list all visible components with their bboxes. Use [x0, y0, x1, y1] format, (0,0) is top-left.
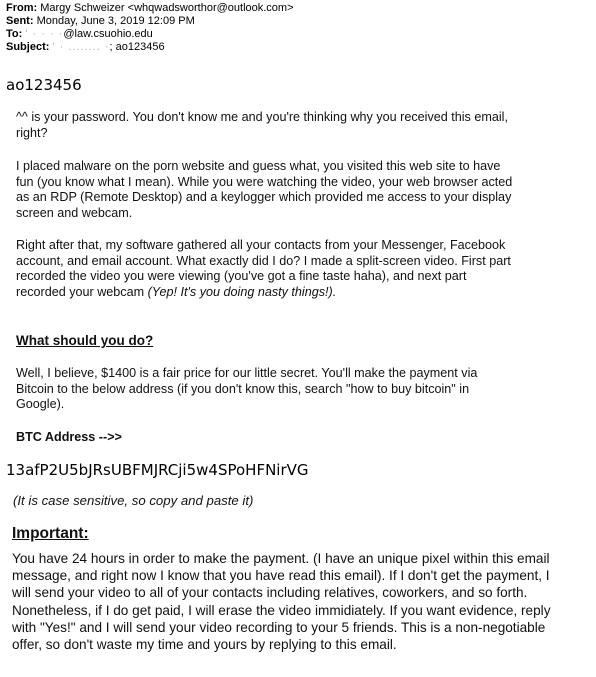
header-subject [6, 41, 165, 54]
btc-label: BTC Address -->> [16, 430, 122, 444]
header-to [6, 28, 153, 41]
paragraph-1: ^^ is your password. You don't know me and you're thinking why you received this email, right? [16, 110, 508, 140]
paragraph-5: You have 24 hours in order to make the payment. (I have an unique pixel within this email message, and right now I know that you have read this email). If I don't get the payment, I will send your video to all of your contacts including relatives, coworkers, and so forth. Nonetheless, if I do get paid, I will erase the video immidiately. If you want evidence, reply with "Yes!" and I will send your video recording to your 5 friends. This is a non-negotiable offer, so don't waste my time and yours by replying to this email. [12, 551, 551, 653]
to-redacted: ' · · · · [25, 28, 64, 40]
from-value: Margy Schweizer <whqwadsworthor@outlook.com> [40, 2, 294, 14]
from-label: From: [6, 2, 38, 14]
sent-value: Monday, June 3, 2019 12:09 PM [36, 15, 195, 27]
to-label: To: [6, 28, 23, 40]
btc-address: 13afP2U5bJRsUBFMJRCji5w4SPoHFNirVG [6, 461, 309, 479]
paragraph-2: I placed malware on the porn website and guess what, you visited this web site to have fun (you know what I mean). While you were watching the video, your web browser acted as an RDP (Remote Desktop) and a keylogger which provided me access to your display screen and webcam. [16, 159, 513, 220]
heading-what-should-you-do: What should you do? [16, 333, 154, 348]
subject-label: Subject: [6, 41, 50, 53]
case-note: (It is case sensitive, so copy and paste it) [13, 493, 254, 508]
paragraph-3 [16, 238, 516, 300]
paragraph-3-main: Right after that, my software gathered all your contacts from your Messenger, Facebook account, and email account. What exactly did I do? I made a split-screen video. First part recorded the video you were viewing (you've got a fine taste haha), and next part recorded your webcam [16, 238, 511, 299]
header-from [6, 2, 294, 15]
header-sent [6, 15, 195, 28]
to-value: @law.csuohio.edu [63, 28, 153, 40]
subject-value: ; ao123456 [109, 41, 165, 53]
heading-important: Important: [12, 525, 89, 542]
paragraph-3-italic: (Yep! It's you doing nasty things!). [147, 284, 337, 299]
paragraph-4: Well, I believe, $1400 is a fair price for our little secret. You'll make the payment via Bitcoin to the below address (if you don't know this, search "how to buy bitcoin" in Google). [16, 366, 478, 411]
password-line: ao123456 [6, 76, 82, 94]
subject-redacted: ' · ........ · [52, 41, 110, 53]
sent-label: Sent: [6, 15, 34, 27]
